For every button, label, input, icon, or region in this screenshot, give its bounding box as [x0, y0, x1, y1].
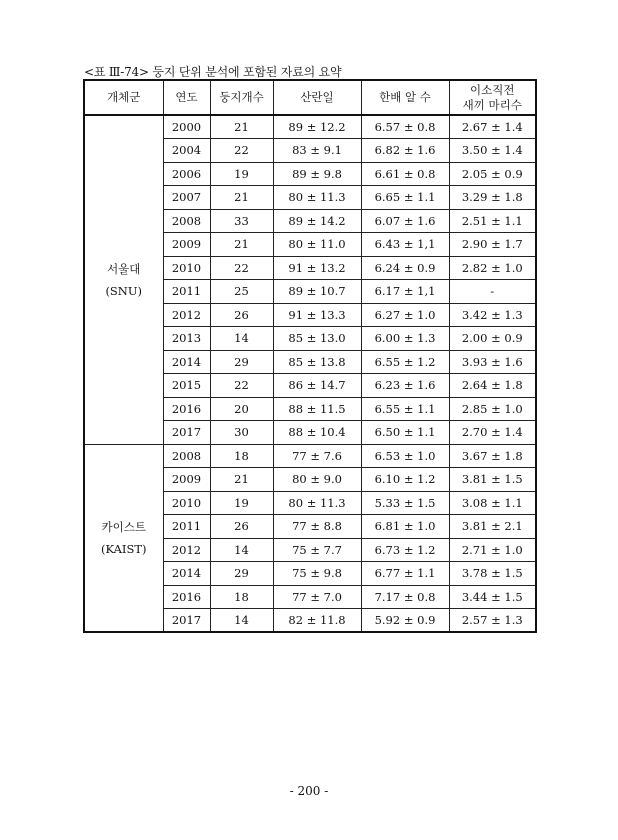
- cell-laying-date: 85 ± 13.0: [273, 327, 361, 351]
- page-number: - 200 -: [289, 784, 329, 798]
- cell-nests: 14: [210, 538, 273, 562]
- cell-clutch-size: 6.55 ± 1.2: [361, 350, 449, 374]
- cell-clutch-size: 5.33 ± 1.5: [361, 491, 449, 515]
- cell-nests: 21: [210, 233, 273, 257]
- table-caption: <표 Ⅲ-74> 둥지 단위 분석에 포함된 자료의 요약: [84, 65, 342, 79]
- cell-nests: 29: [210, 350, 273, 374]
- cell-clutch-size: 7.17 ± 0.8: [361, 585, 449, 609]
- table-row: [84, 444, 536, 468]
- cell-laying-date: 83 ± 9.1: [273, 139, 361, 163]
- cell-clutch-size: 5.92 ± 0.9: [361, 609, 449, 633]
- cell-clutch-size: 6.61 ± 0.8: [361, 162, 449, 186]
- cell-nests: 26: [210, 515, 273, 539]
- cell-laying-date: 75 ± 9.8: [273, 562, 361, 586]
- cell-fledglings: 2.05 ± 0.9: [449, 162, 536, 186]
- group-code: (KAIST): [101, 541, 147, 556]
- cell-clutch-size: 6.24 ± 0.9: [361, 256, 449, 280]
- cell-clutch-size: 6.17 ± 1,1: [361, 280, 449, 304]
- header-fledglings: [449, 80, 536, 115]
- cell-laying-date: 89 ± 14.2: [273, 209, 361, 233]
- cell-nests: 21: [210, 468, 273, 492]
- cell-clutch-size: 6.73 ± 1.2: [361, 538, 449, 562]
- cell-nests: 26: [210, 303, 273, 327]
- cell-fledglings: 2.64 ± 1.8: [449, 374, 536, 398]
- cell-clutch-size: 6.81 ± 1.0: [361, 515, 449, 539]
- group-name: 서울대: [107, 261, 141, 276]
- cell-fledglings: 2.90 ± 1.7: [449, 233, 536, 257]
- cell-nests: 14: [210, 327, 273, 351]
- cell-year: 2014: [163, 562, 210, 586]
- cell-fledglings: 3.81 ± 1.5: [449, 468, 536, 492]
- cell-clutch-size: 6.27 ± 1.0: [361, 303, 449, 327]
- group-code: (SNU): [105, 283, 143, 298]
- cell-year: 2009: [163, 468, 210, 492]
- cell-clutch-size: 6.82 ± 1.6: [361, 139, 449, 163]
- cell-nests: 20: [210, 397, 273, 421]
- cell-nests: 21: [210, 115, 273, 139]
- cell-fledglings: 2.57 ± 1.3: [449, 609, 536, 633]
- cell-nests: 18: [210, 444, 273, 468]
- cell-laying-date: 80 ± 11.3: [273, 491, 361, 515]
- cell-laying-date: 85 ± 13.8: [273, 350, 361, 374]
- cell-fledglings: 2.70 ± 1.4: [449, 421, 536, 445]
- cell-laying-date: 80 ± 11.3: [273, 186, 361, 210]
- header-clutch-size: 한배 알 수: [361, 80, 449, 115]
- cell-fledglings: 3.93 ± 1.6: [449, 350, 536, 374]
- summary-table: [83, 79, 537, 633]
- cell-fledglings: -: [449, 280, 536, 304]
- cell-clutch-size: 6.53 ± 1.0: [361, 444, 449, 468]
- cell-year: 2012: [163, 538, 210, 562]
- cell-fledglings: 2.85 ± 1.0: [449, 397, 536, 421]
- header-nests: 둥지개수: [210, 80, 273, 115]
- table-header-row: [84, 80, 536, 115]
- cell-fledglings: 2.51 ± 1.1: [449, 209, 536, 233]
- cell-year: 2007: [163, 186, 210, 210]
- cell-nests: 22: [210, 256, 273, 280]
- cell-year: 2008: [163, 444, 210, 468]
- cell-nests: 29: [210, 562, 273, 586]
- cell-fledglings: 3.81 ± 2.1: [449, 515, 536, 539]
- cell-nests: 25: [210, 280, 273, 304]
- cell-year: 2006: [163, 162, 210, 186]
- cell-laying-date: 88 ± 10.4: [273, 421, 361, 445]
- group-name-cell: [84, 444, 163, 632]
- cell-laying-date: 77 ± 7.0: [273, 585, 361, 609]
- cell-year: 2009: [163, 233, 210, 257]
- cell-year: 2015: [163, 374, 210, 398]
- cell-nests: 14: [210, 609, 273, 633]
- cell-fledglings: 2.67 ± 1.4: [449, 115, 536, 139]
- cell-clutch-size: 6.57 ± 0.8: [361, 115, 449, 139]
- cell-fledglings: 2.71 ± 1.0: [449, 538, 536, 562]
- cell-laying-date: 86 ± 14.7: [273, 374, 361, 398]
- cell-year: 2016: [163, 397, 210, 421]
- cell-clutch-size: 6.00 ± 1.3: [361, 327, 449, 351]
- cell-laying-date: 80 ± 11.0: [273, 233, 361, 257]
- cell-clutch-size: 6.23 ± 1.6: [361, 374, 449, 398]
- cell-laying-date: 91 ± 13.2: [273, 256, 361, 280]
- cell-laying-date: 77 ± 7.6: [273, 444, 361, 468]
- cell-year: 2017: [163, 609, 210, 633]
- cell-nests: 22: [210, 374, 273, 398]
- cell-nests: 30: [210, 421, 273, 445]
- cell-fledglings: 3.50 ± 1.4: [449, 139, 536, 163]
- cell-clutch-size: 6.77 ± 1.1: [361, 562, 449, 586]
- cell-fledglings: 2.82 ± 1.0: [449, 256, 536, 280]
- cell-clutch-size: 6.10 ± 1.2: [361, 468, 449, 492]
- cell-nests: 19: [210, 162, 273, 186]
- cell-fledglings: 3.67 ± 1.8: [449, 444, 536, 468]
- cell-nests: 19: [210, 491, 273, 515]
- cell-clutch-size: 6.55 ± 1.1: [361, 397, 449, 421]
- cell-clutch-size: 6.43 ± 1,1: [361, 233, 449, 257]
- cell-laying-date: 80 ± 9.0: [273, 468, 361, 492]
- cell-clutch-size: 6.07 ± 1.6: [361, 209, 449, 233]
- cell-laying-date: 89 ± 9.8: [273, 162, 361, 186]
- cell-year: 2014: [163, 350, 210, 374]
- cell-fledglings: 3.44 ± 1.5: [449, 585, 536, 609]
- header-laying-date: 산란일: [273, 80, 361, 115]
- header-fledglings-line1: 이소직전: [470, 82, 515, 97]
- cell-year: 2004: [163, 139, 210, 163]
- cell-laying-date: 91 ± 13.3: [273, 303, 361, 327]
- group-name: 카이스트: [101, 519, 146, 534]
- cell-year: 2008: [163, 209, 210, 233]
- header-fledglings-line2: 새끼 마리수: [462, 97, 522, 112]
- cell-year: 2017: [163, 421, 210, 445]
- cell-clutch-size: 6.50 ± 1.1: [361, 421, 449, 445]
- table-row: [84, 115, 536, 139]
- cell-year: 2013: [163, 327, 210, 351]
- cell-year: 2012: [163, 303, 210, 327]
- cell-year: 2010: [163, 256, 210, 280]
- cell-laying-date: 88 ± 11.5: [273, 397, 361, 421]
- cell-fledglings: 2.00 ± 0.9: [449, 327, 536, 351]
- cell-laying-date: 82 ± 11.8: [273, 609, 361, 633]
- cell-year: 2010: [163, 491, 210, 515]
- cell-laying-date: 77 ± 8.8: [273, 515, 361, 539]
- cell-year: 2011: [163, 515, 210, 539]
- cell-nests: 21: [210, 186, 273, 210]
- cell-nests: 18: [210, 585, 273, 609]
- header-year: 연도: [163, 80, 210, 115]
- cell-fledglings: 3.29 ± 1.8: [449, 186, 536, 210]
- cell-nests: 33: [210, 209, 273, 233]
- cell-nests: 22: [210, 139, 273, 163]
- cell-fledglings: 3.08 ± 1.1: [449, 491, 536, 515]
- cell-year: 2011: [163, 280, 210, 304]
- cell-year: 2000: [163, 115, 210, 139]
- cell-clutch-size: 6.65 ± 1.1: [361, 186, 449, 210]
- header-group: 개체군: [84, 80, 163, 115]
- cell-laying-date: 75 ± 7.7: [273, 538, 361, 562]
- group-name-cell: [84, 115, 163, 444]
- cell-fledglings: 3.42 ± 1.3: [449, 303, 536, 327]
- cell-year: 2016: [163, 585, 210, 609]
- cell-fledglings: 3.78 ± 1.5: [449, 562, 536, 586]
- cell-laying-date: 89 ± 10.7: [273, 280, 361, 304]
- cell-laying-date: 89 ± 12.2: [273, 115, 361, 139]
